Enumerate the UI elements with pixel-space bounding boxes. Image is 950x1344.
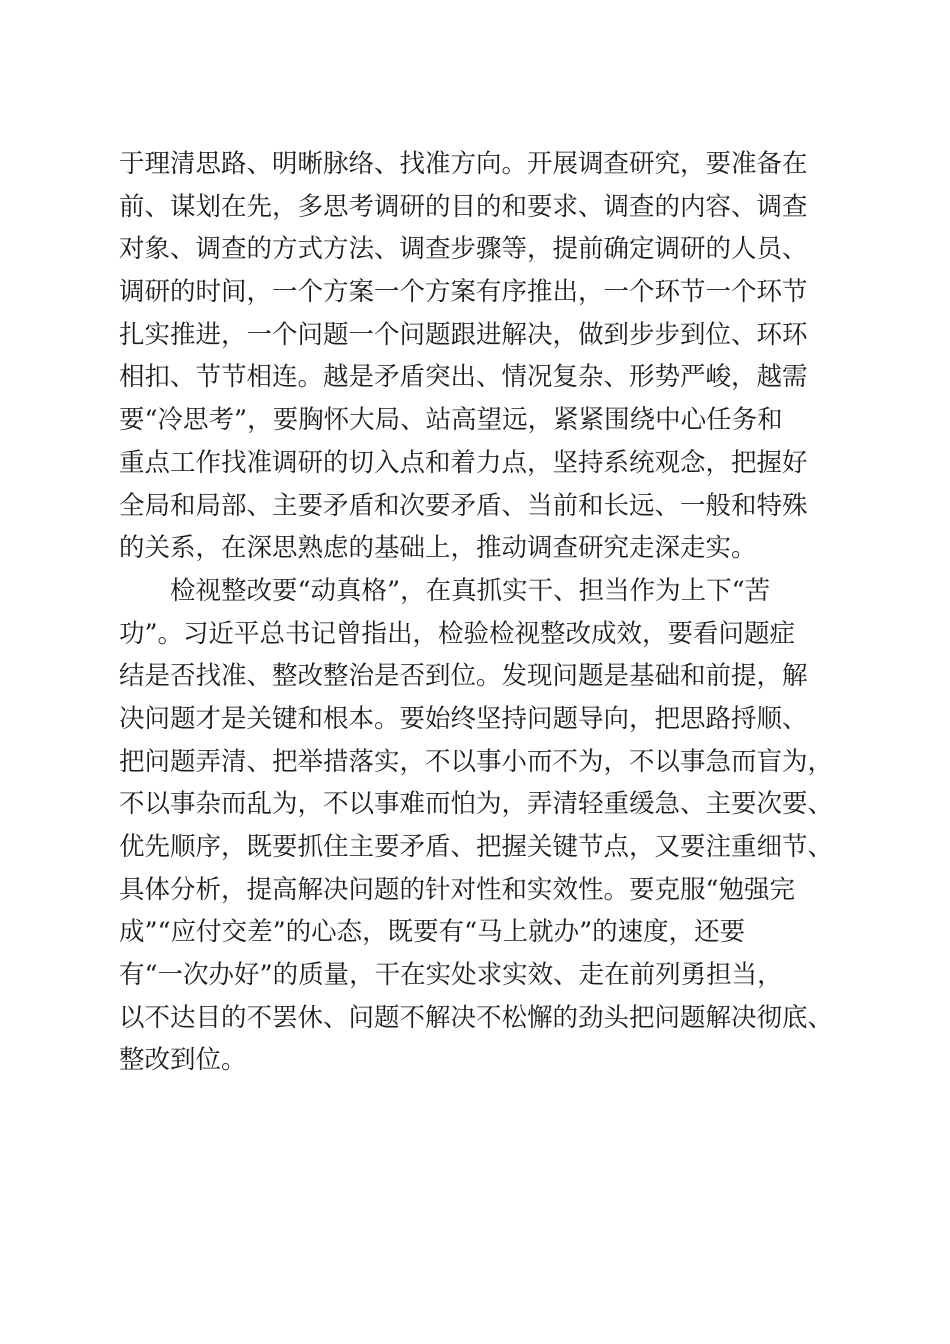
paragraph-2 [119,570,844,1082]
paragraph-line: 全局和局部、主要矛盾和次要矛盾、当前和长远、一般和特殊 [119,490,808,521]
paragraph-line: 不以事杂而乱为，不以事难而怕为，弄清轻重缓急、主要次要、 [119,789,834,820]
paragraph-line: 整改到位。 [119,1045,247,1076]
paragraph-line: 以不达目的不罢休、问题不解决不松懈的劲头把问题解决彻底、 [119,1002,834,1033]
paragraph-line: 具体分析，提高解决问题的针对性和实效性。要克服“勉强完 [119,874,796,905]
document-body [119,143,844,1082]
paragraph-line: 要“冷思考”，要胸怀大局、站高望远，紧紧围绕中心任务和 [119,405,783,436]
paragraph-line: 的关系，在深思熟虑的基础上，推动调查研究走深走实。 [119,533,757,564]
paragraph-first-line: 检视整改要“动真格”，在真抓实干、担当作为上下“苦 [170,575,771,606]
paragraph-line: 扎实推进，一个问题一个问题跟进解决，做到步步到位、环环 [119,319,808,350]
paragraph-line: 前、谋划在先，多思考调研的目的和要求、调查的内容、调查 [119,191,808,222]
paragraph-line: 相扣、节节相连。越是矛盾突出、情况复杂、形势严峻，越需 [119,362,808,393]
paragraph-line: 优先顺序，既要抓住主要矛盾、把握关键节点，又要注重细节、 [119,832,834,862]
paragraph-line: 结是否找准、整改整治是否到位。发现问题是基础和前提，解 [119,661,808,692]
paragraph-line: 成”“应付交差”的心态，既要有“马上就办”的速度，还要 [119,917,746,948]
paragraph-line: 把问题弄清、把举措落实，不以事小而不为，不以事急而盲为， [119,746,834,777]
paragraph-line: 调研的时间，一个方案一个方案有序推出，一个环节一个环节 [119,277,808,308]
paragraph-line: 重点工作找准调研的切入点和着力点，坚持系统观念，把握好 [119,447,808,478]
paragraph-1 [119,143,844,570]
paragraph-line: 功”。习近平总书记曾指出，检验检视整改成效，要看问题症 [119,618,796,649]
paragraph-line: 有“一次办好”的质量，干在实处求实效、走在前列勇担当， [119,960,783,991]
paragraph-line: 于理清思路、明晰脉络、找准方向。开展调查研究，要准备在 [119,149,808,179]
paragraph-line: 决问题才是关键和根本。要始终坚持问题导向，把思路捋顺、 [119,703,808,734]
paragraph-line: 对象、调查的方式方法、调查步骤等，提前确定调研的人员、 [119,234,808,265]
